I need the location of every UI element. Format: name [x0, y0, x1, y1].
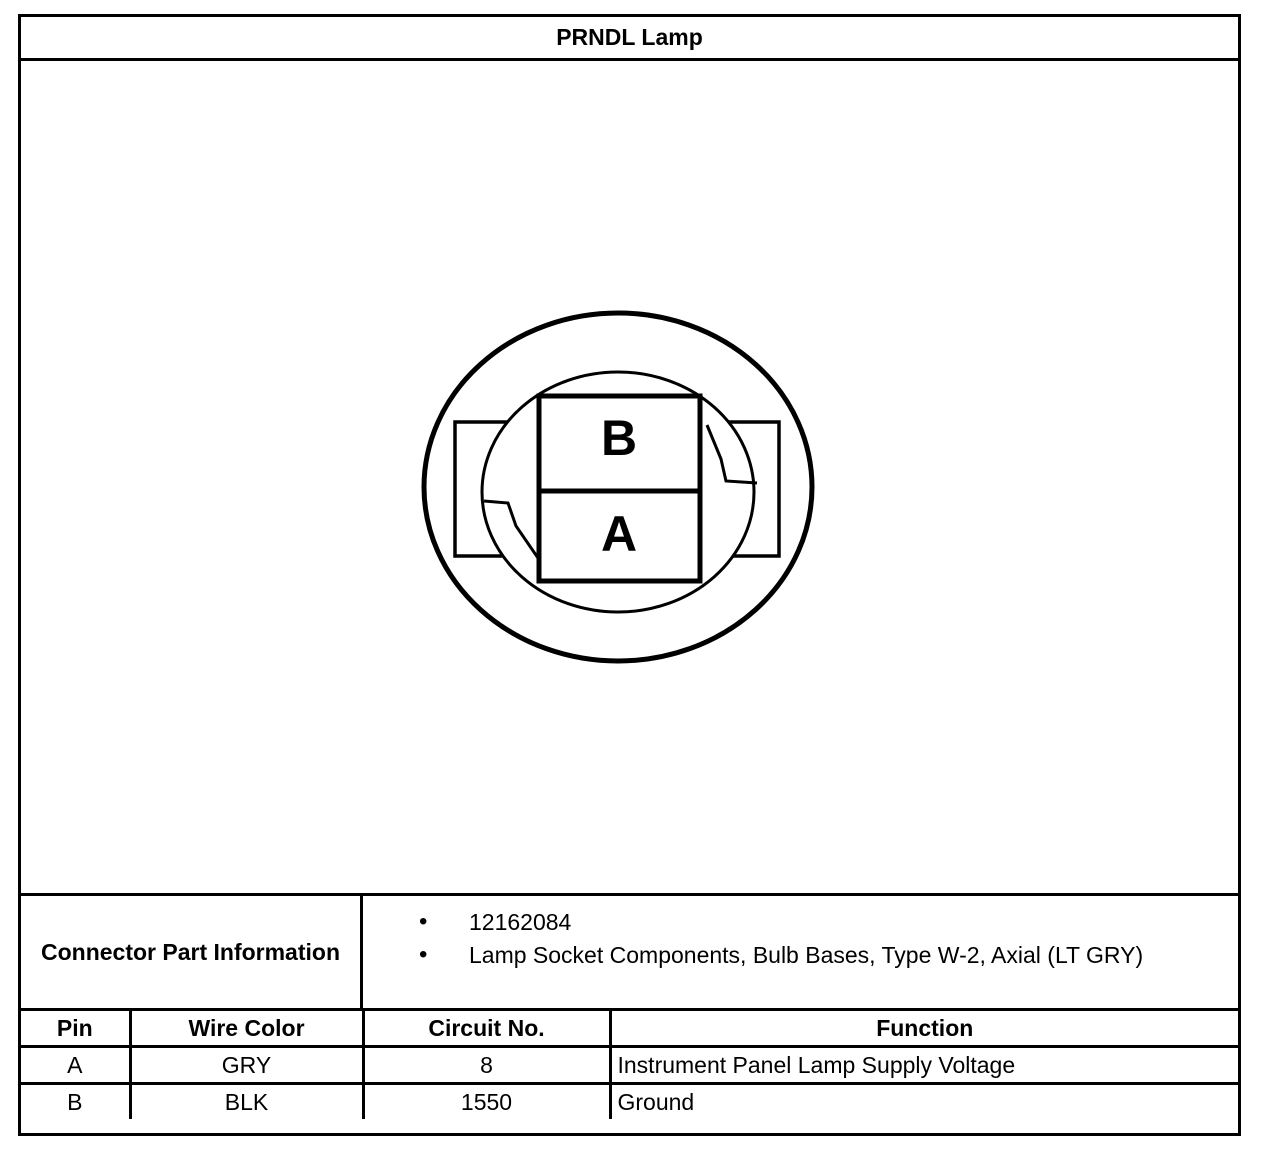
header-function: Function — [610, 1011, 1238, 1047]
part-info-item: • 12162084 — [363, 908, 1238, 941]
cell-wire-color: BLK — [130, 1084, 363, 1120]
header-wire-color: Wire Color — [130, 1011, 363, 1047]
cell-pin: A — [21, 1047, 130, 1084]
cell-circuit-no: 8 — [363, 1047, 610, 1084]
cell-pin: B — [21, 1084, 130, 1120]
part-info-list — [363, 896, 1238, 1020]
pin-label-b: B — [600, 410, 638, 466]
pin-label-a: A — [600, 506, 638, 562]
part-info-item: • Lamp Socket Components, Bulb Bases, Type W-2, Axial (LT GRY) — [363, 941, 1238, 974]
header-pin: Pin — [21, 1011, 130, 1047]
connector-diagram — [21, 61, 1238, 893]
connector-face-drawing — [21, 61, 1238, 893]
header-circuit-no: Circuit No. — [363, 1011, 610, 1047]
part-info-label: Connector Part Information — [21, 896, 363, 1008]
table-header-row — [21, 1011, 1238, 1047]
connector-sheet — [18, 14, 1241, 1136]
cell-wire-color: GRY — [130, 1047, 363, 1084]
cell-circuit-no: 1550 — [363, 1084, 610, 1120]
connector-part-info — [21, 893, 1238, 1011]
table-row — [21, 1047, 1238, 1084]
pin-table — [21, 1011, 1238, 1119]
cell-function: Ground — [610, 1084, 1238, 1120]
cell-function: Instrument Panel Lamp Supply Voltage — [610, 1047, 1238, 1084]
table-row — [21, 1084, 1238, 1120]
sheet-title: PRNDL Lamp — [21, 17, 1238, 61]
